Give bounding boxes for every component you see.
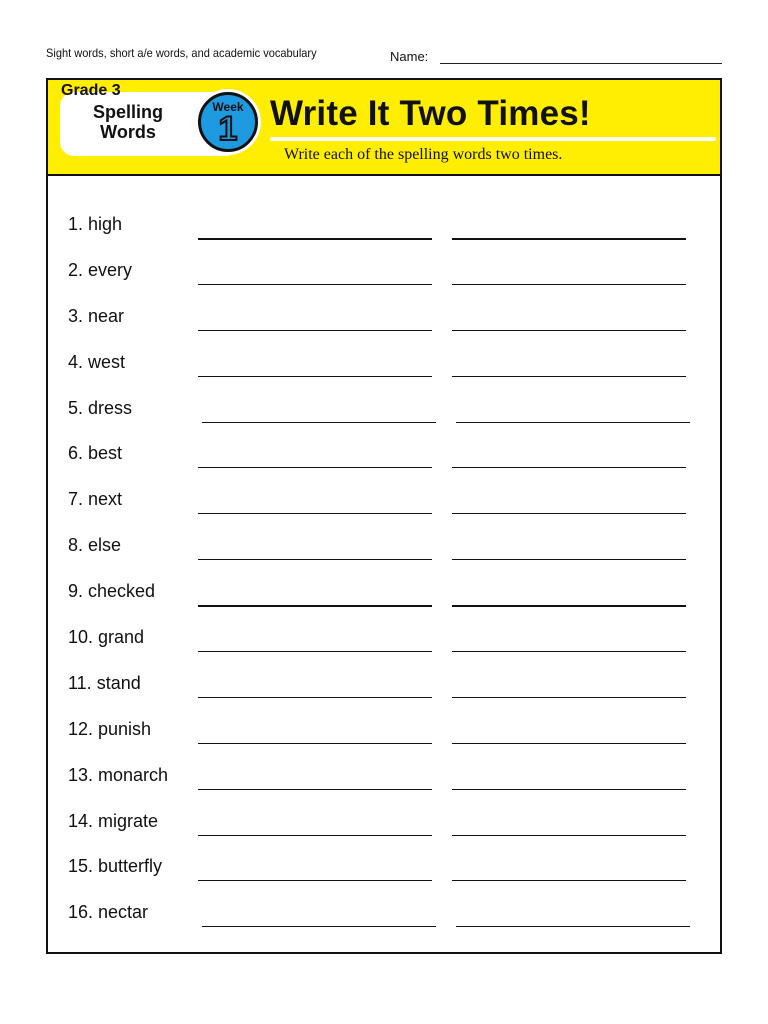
list-item xyxy=(68,533,708,579)
writing-line-second[interactable] xyxy=(452,651,686,652)
list-item xyxy=(68,304,708,350)
spelling-word: 6. best xyxy=(68,443,123,464)
writing-line-second[interactable] xyxy=(452,835,686,836)
writing-line-second[interactable] xyxy=(456,926,690,927)
spelling-word: 4. west xyxy=(68,351,126,372)
list-item xyxy=(68,212,708,258)
spelling-word: 8. else xyxy=(68,535,122,556)
writing-line-first[interactable] xyxy=(198,651,432,652)
writing-line-first[interactable] xyxy=(202,926,436,927)
spelling-word: 2. every xyxy=(68,259,133,280)
page-header xyxy=(46,44,726,66)
spelling-word: 10. grand xyxy=(68,627,145,648)
spelling-word: 14. migrate xyxy=(68,810,159,831)
worksheet-subtitle: Sight words, short a/e words, and academic vocabulary xyxy=(46,46,317,60)
writing-line-second[interactable] xyxy=(452,467,686,468)
week-number: 1 xyxy=(218,110,238,148)
writing-line-first[interactable] xyxy=(198,743,432,744)
writing-line-second[interactable] xyxy=(452,376,686,377)
writing-line-first[interactable] xyxy=(202,422,436,423)
spelling-label-line2: Words xyxy=(100,122,156,142)
spelling-word: 13. monarch xyxy=(68,764,169,785)
writing-line-first[interactable] xyxy=(198,376,432,377)
writing-line-first[interactable] xyxy=(198,238,432,240)
writing-line-first[interactable] xyxy=(198,835,432,836)
writing-line-first[interactable] xyxy=(198,559,432,560)
spelling-word: 12. punish xyxy=(68,718,152,739)
week-badge xyxy=(198,92,258,152)
writing-line-first[interactable] xyxy=(198,284,432,285)
list-item xyxy=(68,671,708,717)
spelling-words-label xyxy=(78,102,178,142)
writing-line-second[interactable] xyxy=(452,330,686,331)
writing-line-second[interactable] xyxy=(452,789,686,790)
title-underline xyxy=(270,137,716,141)
writing-line-first[interactable] xyxy=(198,467,432,468)
list-item xyxy=(68,854,708,900)
page-title: Write It Two Times! xyxy=(270,94,591,133)
spelling-word: 16. nectar xyxy=(68,902,149,923)
list-item xyxy=(68,809,708,855)
worksheet-frame xyxy=(46,78,722,954)
writing-line-first[interactable] xyxy=(198,330,432,331)
spelling-word: 1. high xyxy=(68,214,123,234)
list-item xyxy=(68,717,708,763)
list-item xyxy=(68,763,708,809)
writing-line-first[interactable] xyxy=(198,605,432,607)
spelling-word: 7. next xyxy=(68,489,123,510)
list-item xyxy=(68,350,708,396)
spelling-word: 11. stand xyxy=(68,672,141,693)
writing-line-second[interactable] xyxy=(452,880,686,881)
writing-line-second[interactable] xyxy=(452,605,686,607)
list-item xyxy=(68,625,708,671)
writing-line-second[interactable] xyxy=(452,697,686,698)
spelling-word: 15. butterfly xyxy=(68,856,163,877)
writing-line-first[interactable] xyxy=(198,697,432,698)
writing-line-second[interactable] xyxy=(452,559,686,560)
list-item xyxy=(68,579,708,625)
spelling-word: 3. near xyxy=(68,305,125,326)
list-item xyxy=(68,487,708,533)
list-item xyxy=(68,396,708,442)
name-blank-line[interactable] xyxy=(440,63,722,64)
spelling-word: 9. checked xyxy=(68,581,156,602)
writing-line-second[interactable] xyxy=(452,284,686,285)
writing-line-second[interactable] xyxy=(452,513,686,514)
list-item xyxy=(68,441,708,487)
writing-line-first[interactable] xyxy=(198,789,432,790)
name-label: Name: xyxy=(390,49,429,64)
writing-line-second[interactable] xyxy=(452,743,686,744)
spelling-label-line1: Spelling xyxy=(92,102,163,122)
week-label: Week xyxy=(212,100,244,114)
writing-line-first[interactable] xyxy=(198,880,432,881)
title-banner xyxy=(48,80,720,176)
instruction-text: Write each of the spelling words two times. xyxy=(284,146,563,163)
spelling-word: 5. dress xyxy=(68,397,133,418)
writing-line-first[interactable] xyxy=(198,513,432,514)
writing-line-second[interactable] xyxy=(452,238,686,240)
spelling-word-list xyxy=(68,212,708,946)
list-item xyxy=(68,258,708,304)
list-item xyxy=(68,900,708,946)
grade-label: Grade 3 xyxy=(61,82,121,99)
writing-line-second[interactable] xyxy=(456,422,690,423)
